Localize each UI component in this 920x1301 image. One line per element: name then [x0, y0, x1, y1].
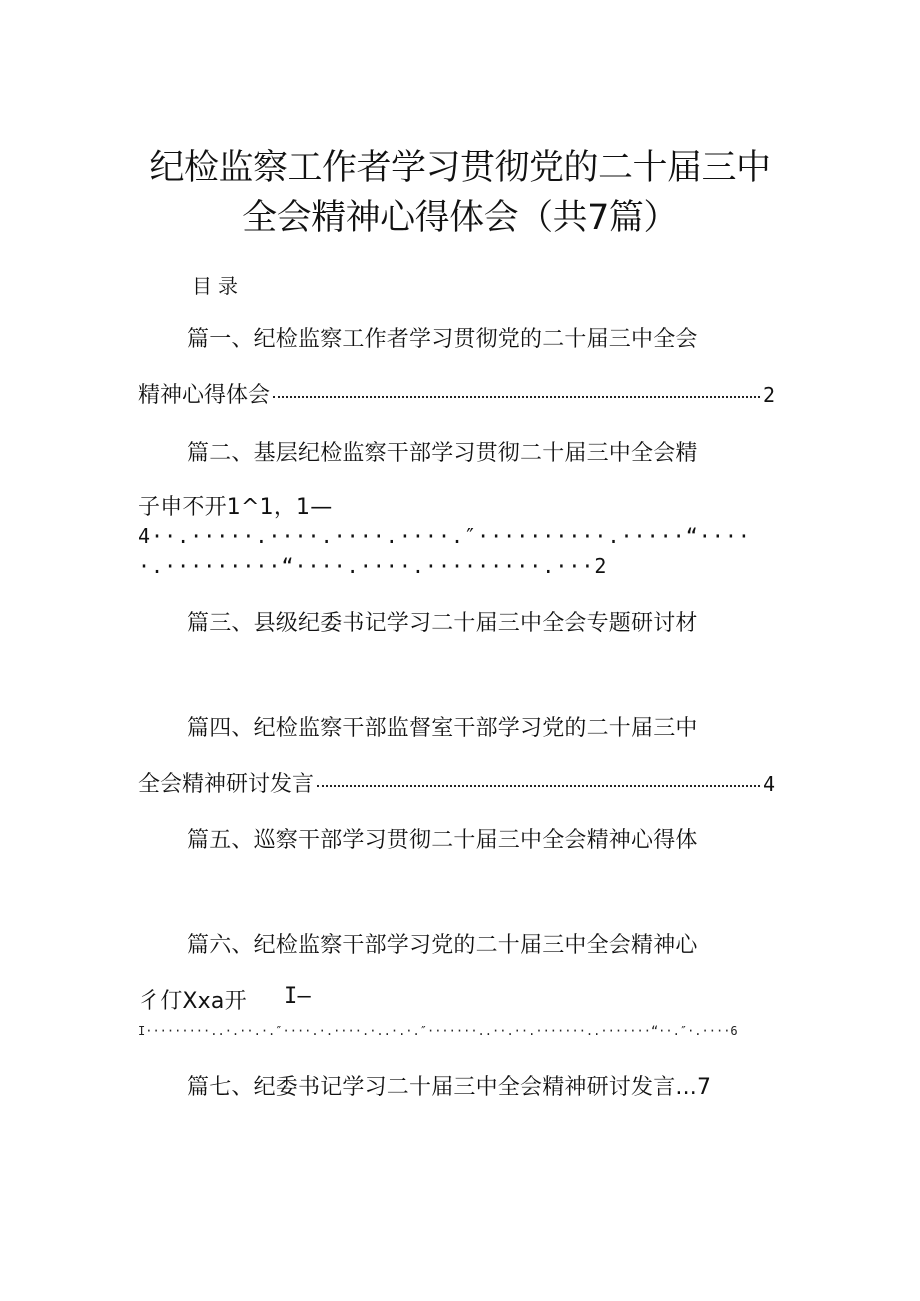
toc-entry-2-line-3: 4··.·····.····.····.····.″··········.·····“····	[138, 524, 751, 548]
document-title-line-2: 全会精神心得体会（共7篇）	[242, 198, 678, 238]
toc-entry-6-line-2b: I—	[284, 984, 311, 1009]
toc-dot-leader	[273, 396, 760, 398]
toc-entry-2-line-2: 子申不开1^1，1—	[138, 495, 333, 520]
toc-entry-1-line-1[interactable]: 篇一、纪检监察工作者学习贯彻党的二十届三中全会	[187, 327, 698, 352]
toc-entry-7-line-1[interactable]: 篇七、纪委书记学习二十届三中全会精神研讨发言...7	[187, 1075, 712, 1100]
document-title-line-1: 纪检监察工作者学习贯彻党的二十届三中	[149, 148, 771, 188]
toc-heading: 目录	[192, 274, 244, 298]
toc-entry-4-line-1[interactable]: 篇四、纪检监察干部监督室干部学习党的二十届三中	[187, 716, 698, 741]
toc-dot-leader	[317, 785, 760, 787]
toc-entry-3-line-1[interactable]: 篇三、县级纪委书记学习二十届三中全会专题研讨材	[187, 611, 698, 636]
toc-entry-6-line-2: 彳仃Xxa开	[138, 989, 247, 1014]
toc-page-number: 4	[762, 772, 775, 796]
toc-entry-1-text: 精神心得体会	[138, 383, 271, 408]
toc-entry-4-text: 全会精神研讨发言	[138, 772, 315, 797]
toc-entry-4-line-2[interactable]	[138, 767, 775, 798]
toc-entry-2-line-4: ·.·········“····.····.·········.···2	[138, 554, 608, 578]
toc-entry-5-line-1[interactable]: 篇五、巡察干部学习贯彻二十届三中全会精神心得体	[187, 828, 698, 853]
toc-page-number: 2	[762, 383, 775, 407]
toc-entry-2-line-1[interactable]: 篇二、基层纪检监察干部学习贯彻二十届三中全会精	[187, 441, 698, 466]
toc-entry-6-line-3: I·········..·.··.·.″····.·.····.·..·.·.″·······..··.··.·······..·······“··.″·.····6	[138, 1024, 738, 1038]
toc-entry-6-line-1[interactable]: 篇六、纪检监察干部学习党的二十届三中全会精神心	[187, 933, 698, 958]
toc-entry-1-line-2[interactable]	[138, 378, 775, 409]
